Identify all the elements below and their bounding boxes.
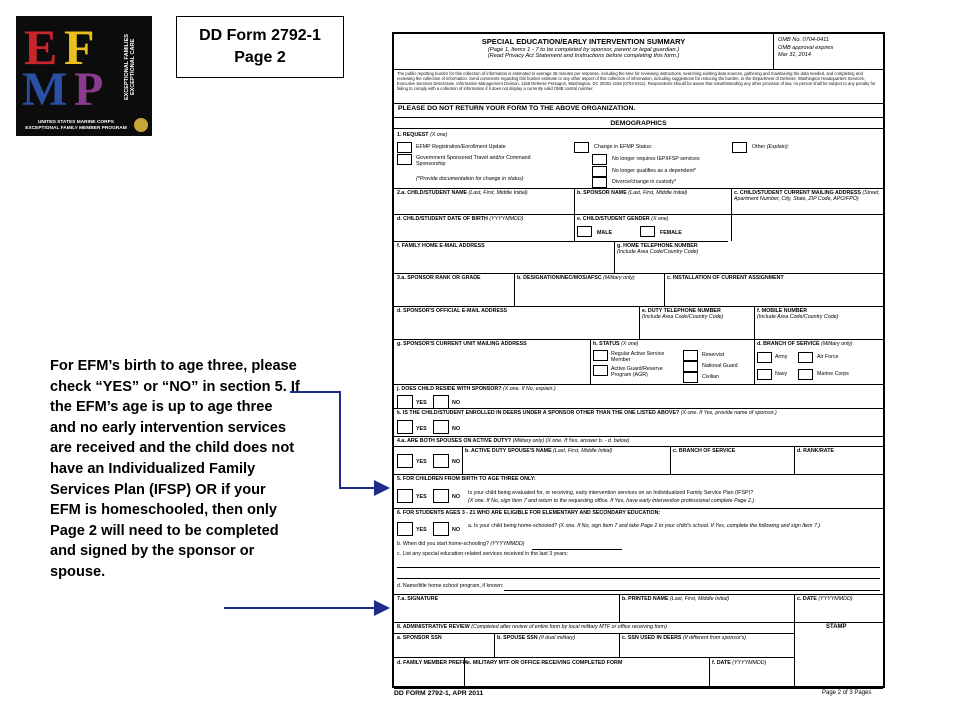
branch-navy: Navy: [775, 371, 788, 377]
branch-airforce: Air Force: [817, 354, 839, 360]
sponsor-name-label: b. SPONSOR NAME (Last, First, Middle Initial): [577, 190, 688, 196]
branch-army: Army: [775, 354, 788, 360]
section5-note: (X one. If No, sign Item 7 and return to the requesting office. If Yes, have early intervention professional complete Page 2.): [468, 498, 755, 504]
printed-name-label: b. PRINTED NAME (Last, First, Middle Initial): [622, 596, 730, 602]
homeschool-question: a. Is your child being home-schooled? (X one. If No, sign Item 7 and take Page 2 to your child's school. If Yes, complete the following and sign Item 7.): [468, 523, 821, 529]
status-civilian: Civilian: [702, 374, 720, 380]
stamp-label: STAMP: [826, 624, 847, 630]
mobile-number-label: f. MOBILE NUMBER (Include Area Code/Country Code): [757, 308, 839, 321]
spouse-branch-label: c. BRANCH OF SERVICE: [673, 448, 736, 454]
request-opt-travel: Government Sponsored Travel and/or Command Sponsorship: [416, 155, 531, 168]
form-subtitle-1: (Page 1, Items 1 - 7 to be completed by sponsor, parent or legal guardian.): [487, 46, 680, 53]
unit-address-label: g. SPONSOR'S CURRENT UNIT MAILING ADDRESS: [397, 341, 527, 347]
branch-marines: Marine Corps: [817, 371, 849, 377]
sign-date-label: c. DATE (YYYYMMDD): [797, 596, 853, 602]
status-divorce: Divorce/change in custody*: [612, 179, 677, 185]
logo-letter-f: F: [64, 19, 95, 75]
logo-side-text: EXCEPTIONAL FAMILIES EXCEPTIONAL CARE: [124, 34, 136, 100]
receiving-office-label: e. MILITARY MTF OR OFFICE RECEIVING COMPLETED FORM: [467, 660, 623, 666]
section5-yes: YES: [416, 494, 427, 500]
signature-label: 7.a. SIGNATURE: [397, 596, 439, 602]
status-agr: Active Guard/Reserve Program (AGR): [611, 366, 663, 379]
branch-label: d. BRANCH OF SERVICE (Military only): [757, 341, 853, 347]
arrow-to-section5: [290, 392, 388, 488]
logo-letter-e: E: [24, 19, 58, 75]
homeschool-yes: YES: [416, 527, 427, 533]
spouses-yes: YES: [416, 459, 427, 465]
request-label: 1. REQUEST (X one): [397, 132, 448, 138]
section5-label: 5. FOR CHILDREN FROM BIRTH TO AGE THREE ONLY:: [397, 476, 536, 482]
home-phone-label: g. HOME TELEPHONE NUMBER (Include Area Code/Country Code): [617, 243, 699, 256]
reside-with-sponsor-label: j. DOES CHILD RESIDE WITH SPONSOR? (X one. If No, explain.): [397, 386, 556, 392]
page-label: Page 2: [234, 49, 286, 66]
request-note: (*Provide documentation for change in status): [416, 176, 524, 182]
deers-yes: YES: [416, 426, 427, 432]
sponsor-rank-label: 3.a. SPONSOR RANK OR GRADE: [397, 275, 481, 281]
status-guard: National Guard: [702, 363, 738, 369]
mailing-address-label: c. CHILD/STUDENT CURRENT MAILING ADDRESS (Street, Apartment Number, City, State, ZIP Code, APO/FPO): [734, 190, 880, 203]
section5-question: Is your child being evaluated for, or receiving, early intervention services on an Individualized Family Service Plan (IFSP)?: [468, 490, 754, 496]
deers-no: NO: [452, 426, 460, 432]
form-number-title: DD Form 2792-1: [199, 27, 321, 44]
gender-male: MALE: [597, 230, 613, 236]
status-active: Regular Active Service Member: [611, 351, 665, 364]
form-footer-id: DD FORM 2792-1, APR 2011: [394, 690, 484, 697]
deers-ssn-label: c. SSN USED IN DEERS (If different from sponsor's): [622, 635, 747, 641]
request-opt-efmp-update: EFMP Registration/Enrollment Update: [416, 144, 506, 150]
deers-other-sponsor-label: k. IS THE CHILD/STUDENT ENROLLED IN DEERS UNDER A SPONSOR OTHER THAN THE ONE LISTED ABOVE? (X one. If Yes, provide name of sponsor.): [397, 410, 777, 416]
reside-yes: YES: [416, 400, 427, 406]
designation-label: b. DESIGNATION/NEC/MOS/AFSC (Military only): [517, 275, 635, 281]
family-prefix-label: d. FAMILY MEMBER PREFIX: [397, 660, 468, 666]
homeschool-no: NO: [452, 527, 460, 533]
request-other: Other (Explain):: [752, 144, 790, 150]
installation-label: c. INSTALLATION OF CURRENT ASSIGNMENT: [667, 275, 784, 281]
spouse-rank-label: d. RANK/RATE: [797, 448, 834, 454]
return-notice: PLEASE DO NOT RETURN YOUR FORM TO THE ABOVE ORGANIZATION.: [398, 105, 636, 112]
burden-statement: The public reporting burden for this collection of information is estimated to average 25 minutes per response, including the time for reviewing instructions, searching existing data sources, gathering and maintaining the data needed, and completing and reviewing the collection of information. Send comments regarding this burden estimate or any other aspect of this collection of information, including suggestions for reducing the burden, to the Department of Defense, Washington Headquarters Services, Executive Services Directorate, Information Management Division, 1155 Defense Pentagon, Washington, DC 20301-1155 (0704-0411). Respondents should be aware that notwithstanding any other provision of law, no person shall be subject to any penalty for failing to comply with a collection of information if it does not display a currently valid OMB control number.: [394, 70, 883, 104]
status-label: h. STATUS (X one): [593, 341, 639, 347]
receipt-date-label: f. DATE (YYYYMMDD): [712, 660, 767, 666]
section6-label: 6. FOR STUDENTS AGES 3 - 21 WHO ARE ELIGIBLE FOR ELEMENTARY AND SECONDARY EDUCATION:: [397, 510, 661, 516]
child-name-label: 2.a. CHILD/STUDENT NAME (Last, First, Middle Initial): [397, 190, 528, 196]
homeschool-program-label: d. Name/title home school program, if known:: [397, 583, 504, 589]
spouses-no: NO: [452, 459, 460, 465]
demographics-header: DEMOGRAPHICS: [394, 117, 883, 129]
child-dob-label: d. CHILD/STUDENT DATE OF BIRTH (YYYYMMDD): [397, 216, 524, 222]
spouse-name-label: b. ACTIVE DUTY SPOUSE'S NAME (Last, First, Middle Initial): [465, 448, 613, 454]
homeschool-start-label: b. When did you start home-schooling? (YYYYMMDD): [397, 541, 525, 547]
sponsor-email-label: d. SPONSOR'S OFFICIAL E-MAIL ADDRESS: [397, 308, 508, 314]
home-email-label: f. FAMILY HOME E-MAIL ADDRESS: [397, 243, 485, 249]
status-no-iep: No longer requires IEP/IFSP services: [612, 156, 700, 162]
gender-female: FEMALE: [660, 230, 682, 236]
reside-no: NO: [452, 400, 460, 406]
form-subtitle-2: (Read Privacy Act Statement and Instructions before completing this form.): [487, 53, 680, 60]
services-list-label: c. List any special education-related services received in the last 3 years:: [397, 551, 569, 557]
logo-caption: UNITED STATES MARINE CORPS EXCEPTIONAL FAMILY MEMBER PROGRAM: [25, 119, 127, 131]
status-no-dependent: No longer qualifies as a dependent*: [612, 168, 696, 174]
section5-no: NO: [452, 494, 460, 500]
instruction-paragraph: For EFM’s birth to age three, please check “YES” or “NO” in section 5. If the EFM’s age is up to age three and no early intervention services are received and the child does not have an Individualized Family Services Plan (IFSP) OR if your EFM is homeschooled, then only Page 2 will need to be completed and signed by the sponsor or spouse.: [50, 358, 300, 580]
admin-review-label: 8. ADMINISTRATIVE REVIEW (Completed after review of entire form by local military MTF or office receiving form): [397, 624, 667, 630]
status-reservist: Reservist: [702, 352, 725, 358]
duty-phone-label: e. DUTY TELEPHONE NUMBER (Include Area Code/Country Code): [642, 308, 724, 321]
omb-info: OMB No. 0704-0411 OMB approval expires Mar 31, 2014: [774, 34, 883, 70]
spouse-ssn-label: b. SPOUSE SSN (If dual military): [497, 635, 576, 641]
logo-letter-p: P: [74, 63, 104, 116]
logo-letter-m: M: [22, 63, 68, 116]
sponsor-ssn-label: a. SPONSOR SSN: [397, 635, 442, 641]
request-change-status: Change in EFMP Status:: [594, 144, 653, 150]
form-footer-page: Page 2 of 3 Pages: [822, 690, 872, 696]
child-gender-label: e. CHILD/STUDENT GENDER (X one): [577, 216, 669, 222]
form-title: SPECIAL EDUCATION/EARLY INTERVENTION SUMMARY: [481, 37, 686, 46]
both-spouses-label: 4.a. ARE BOTH SPOUSES ON ACTIVE DUTY? (Military only) (X one. If Yes, answer b. - d. below): [397, 438, 630, 444]
